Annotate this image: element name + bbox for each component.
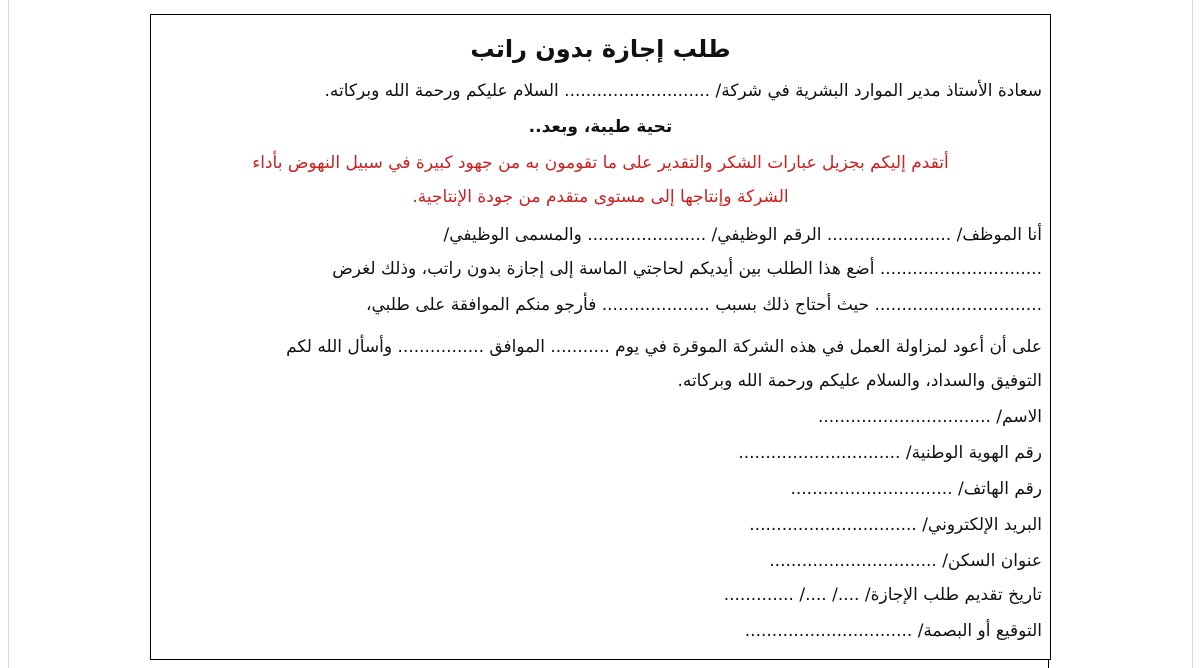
reason-line: ............................... حيث أحتاج ذلك بسبب .................... فأرجو منكم الموافقة على طلبي، <box>366 295 1042 315</box>
field-email: البريد الإلكتروني/ ............................... <box>749 515 1042 535</box>
field-address: عنوان السكن/ ............................... <box>769 551 1042 571</box>
text-cursor <box>1048 660 1049 668</box>
intro-line-1: أتقدم إليكم بجزيل عبارات الشكر والتقدير على ما تقومون به من جهود كبيرة في سبيل النهوض بأداء <box>252 153 949 173</box>
field-name: الاسم/ ................................ <box>817 407 1042 427</box>
page-right-edge <box>1192 0 1193 668</box>
field-request-date: تاريخ تقديم طلب الإجازة/ ..../ ..../ ............. <box>723 585 1042 605</box>
field-phone: رقم الهاتف/ .............................. <box>790 479 1042 499</box>
document-title: طلب إجازة بدون راتب <box>470 35 731 63</box>
field-national-id: رقم الهوية الوطنية/ .............................. <box>738 443 1042 463</box>
closing-line: التوفيق والسداد، والسلام عليكم ورحمة الله وبركاته. <box>677 371 1042 391</box>
field-signature: التوقيع أو البصمة/ ............................... <box>744 621 1042 641</box>
salutation: تحية طيبة، وبعد.. <box>528 117 673 137</box>
request-line: .............................. أضع هذا الطلب بين أيديكم لحاجتي الماسة إلى إجازة بدون راتب، وذلك لغرض <box>332 259 1042 279</box>
employee-line: أنا الموظف/ ....................... الرقم الوظيفي/ ...................... والمسمى الوظيفي/ <box>443 225 1042 245</box>
document-frame <box>150 14 1051 660</box>
greeting-line: سعادة الأستاذ مدير الموارد البشرية في شركة/ ........................... السلام عليكم ورحمة الله وبركاته. <box>324 81 1042 101</box>
page-left-edge <box>8 0 9 668</box>
intro-line-2: الشركة وإنتاجها إلى مستوى متقدم من جودة الإنتاجية. <box>412 187 789 207</box>
return-line: على أن أعود لمزاولة العمل في هذه الشركة الموقرة في يوم ........... الموافق ................ وأسأل الله لكم <box>286 337 1042 357</box>
